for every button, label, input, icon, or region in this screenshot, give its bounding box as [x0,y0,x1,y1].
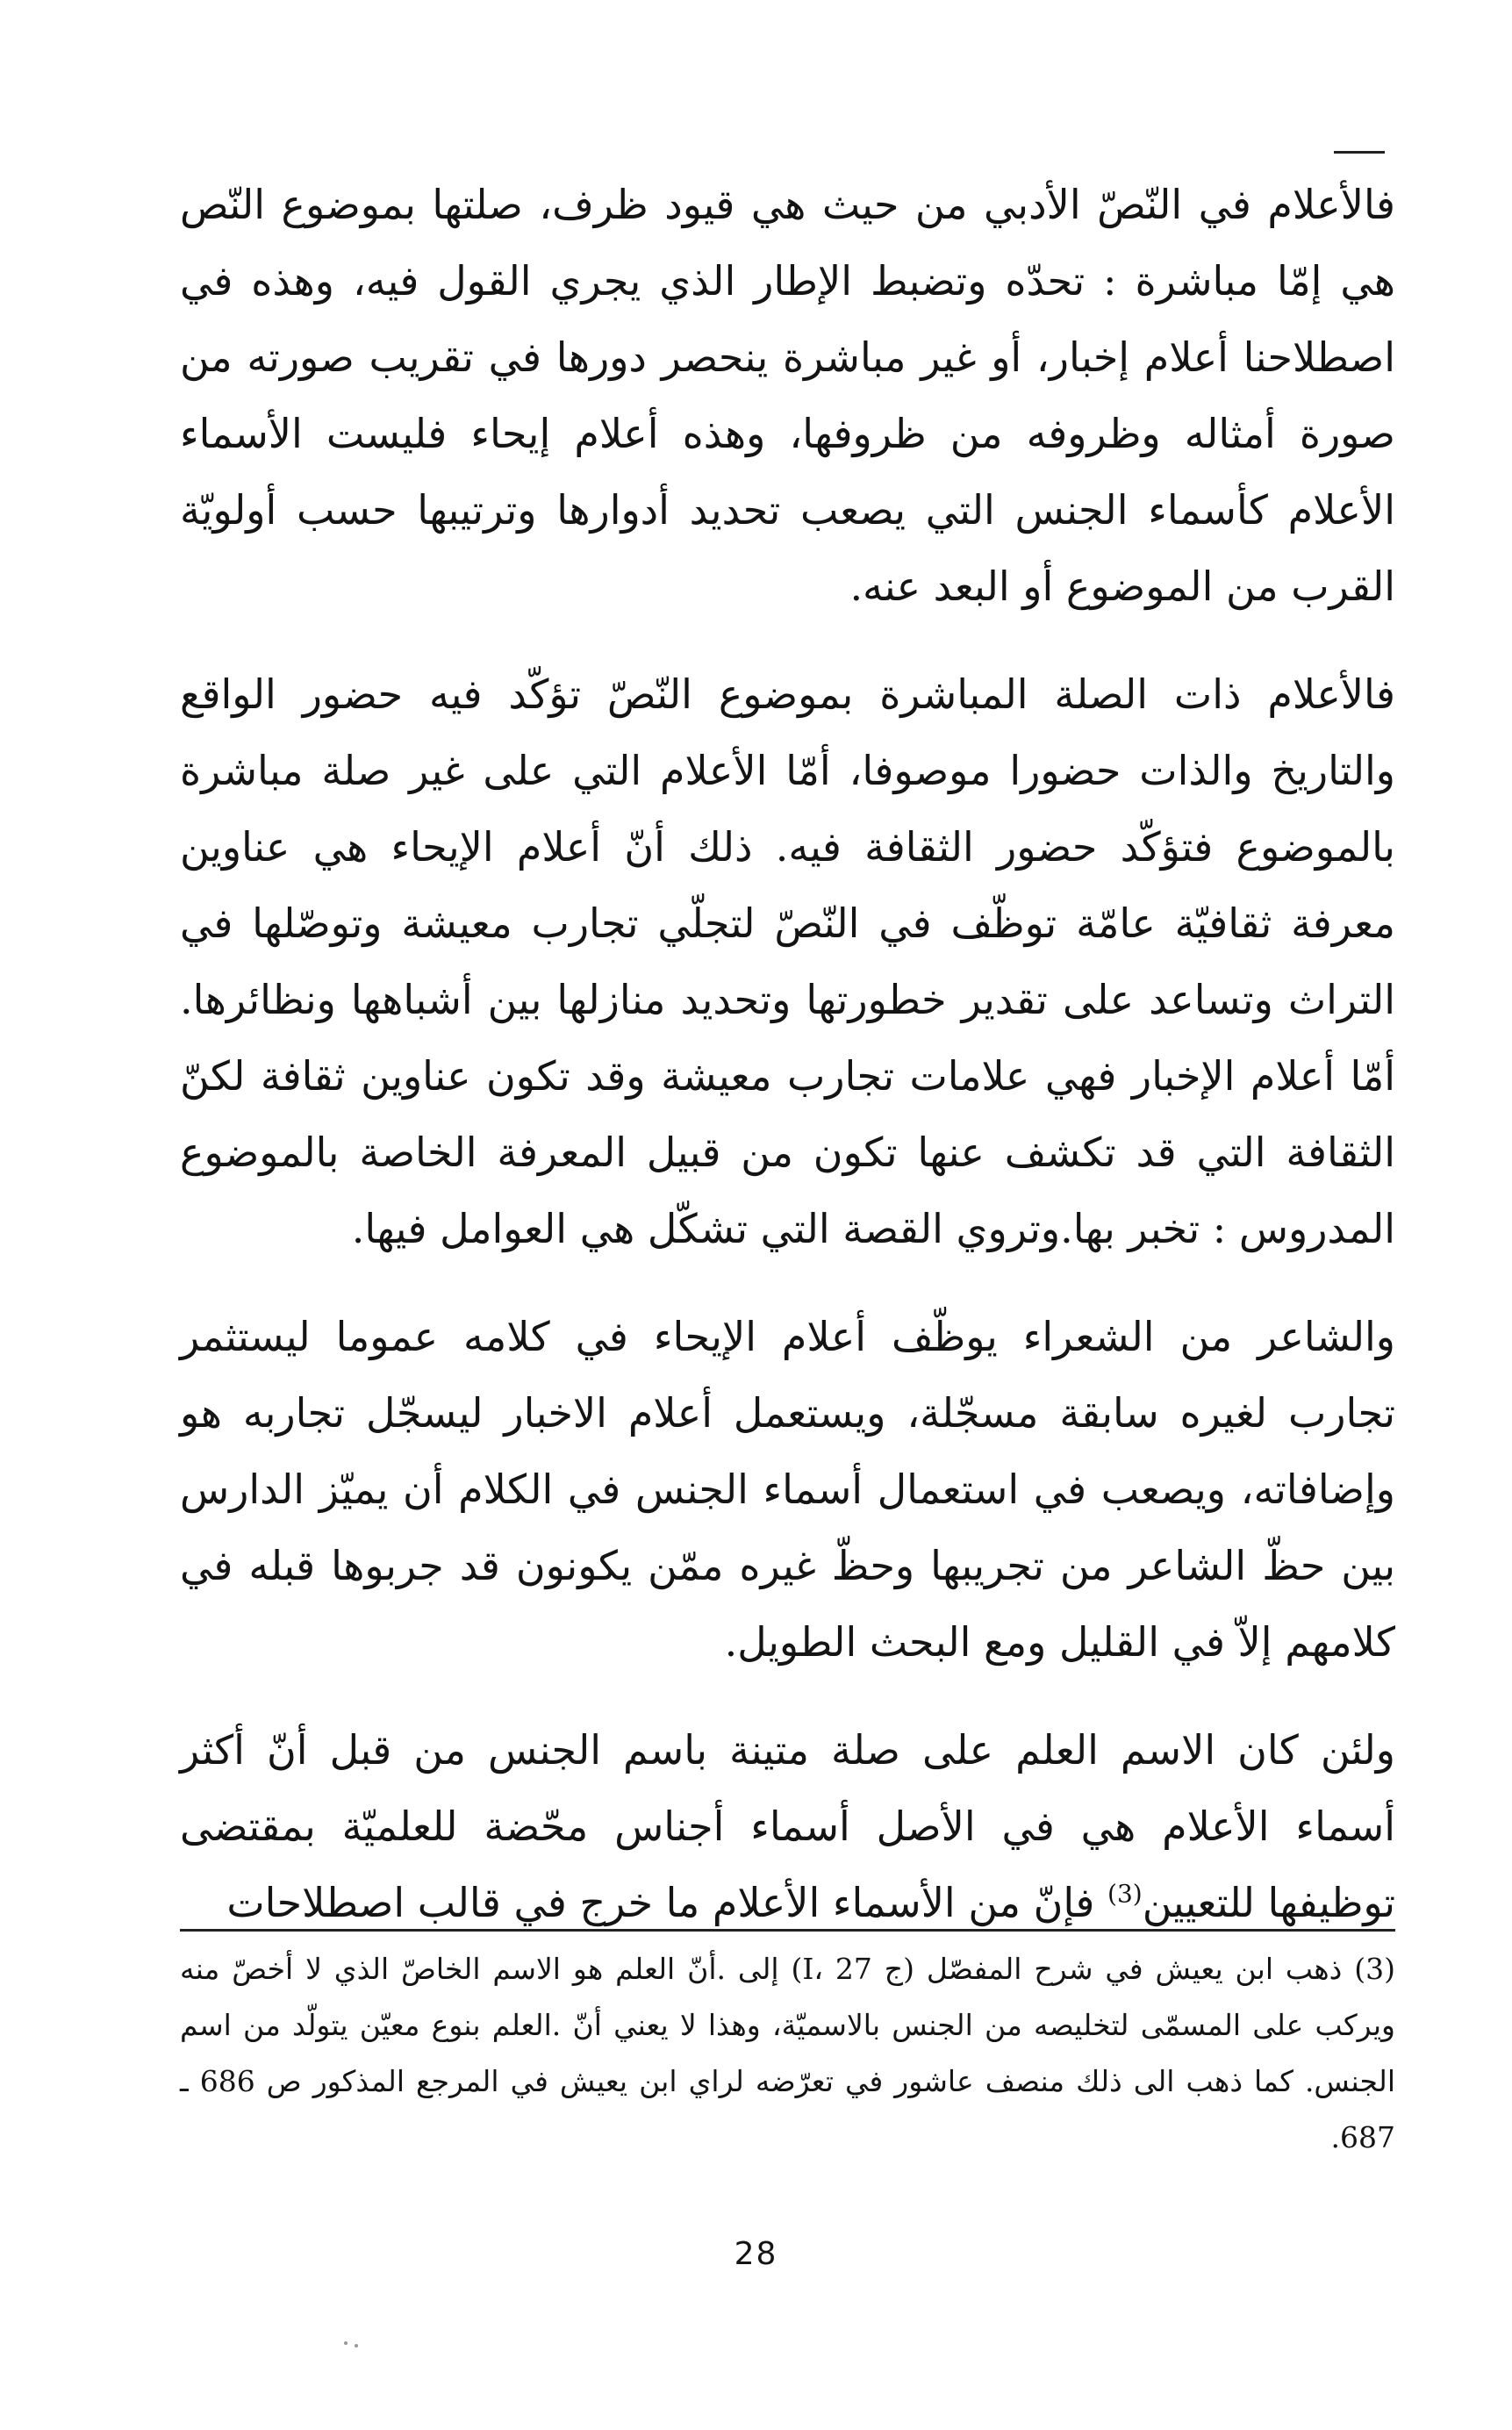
paragraph-3: والشاعر من الشعراء يوظّف أعلام الإيحاء في كلامه عموما ليستثمر تجارب لغيره سابقة مسجّلة، ويستعمل أعلام الاخبار ليسجّل تجاربه هو وإضافاته، ويصعب في استعمال أسماء الجنس في الكلام أن يميّز الدارس بين حظّ الشاعر من تجريبها وحظّ غيره ممّن يكونون قد جربوها قبله في كلامهم إلاّ في القليل ومع البحث الطويل. [180,1313,1395,1666]
paragraph-1: فالأعلام في النّصّ الأدبي من حيث هي قيود ظرف، صلتها بموضوع النّص هي إمّا مباشرة : تحدّه وتضبط الإطار الذي يجري القول فيه، وهذه في اصطلاحنا أعلام إخبار، أو غير مباشرة ينحصر دورها في تقريب صورته من صورة أمثاله وظروفه من ظروفها، وهذه أعلام إيحاء فليست الأسماء الأعلام كأسماء الجنس التي يصعب تحديد أدوارها وترتيبها حسب أولويّة القرب من الموضوع أو البعد عنه. [180,181,1395,610]
paragraph-4-tail: فإنّ من الأسماء الأعلام ما خرج في قالب اصطلاحات [226,1879,1108,1926]
scan-speck [355,2344,358,2348]
body-text [180,167,1395,1941]
page-number: 28 [734,2236,778,2272]
footnote-separator [180,1929,1395,1932]
footnote-3: (3) ذهب ابن يعيش في شرح المفصّل (ج I، 27) إلى .أنّ العلم هو الاسم الخاصّ الذي لا أخصّ منه ويركب على المسمّى لتخليصه من الجنس بالاسميّة، وهذا لا يعني أنّ .العلم بنوع معيّن يتولّد من اسم الجنس. كما ذهب الى ذلك منصف عاشور في تعرّضه لراي ابن يعيش في المرجع المذكور ص 686 ـ 687. [180,1952,1396,2154]
footnote-reference[interactable]: (3) [1107,1879,1143,1909]
paragraph-4-text: ولئن كان الاسم العلم على صلة متينة باسم الجنس من قبل أنّ أكثر أسماء الأعلام هي في الأصل أسماء أجناس محّضة للعلميّة بمقتضى توظيفها للتعيين [180,1726,1395,1926]
paragraph-2: فالأعلام ذات الصلة المباشرة بموضوع النّصّ تؤكّد فيه حضور الواقع والتاريخ والذات حضورا موصوفا، أمّا الأعلام التي على غير صلة مباشرة بالموضوع فتؤكّد حضور الثقافة فيه. ذلك أنّ أعلام الإيحاء هي عناوين معرفة ثقافيّة عامّة توظّف في النّصّ لتجلّي تجارب معيشة وتوصّلها في التراث وتساعد على تقدير خطورتها وتحديد منازلها بين أشباهها ونظائرها. أمّا أعلام الإخبار فهي علامات تجارب معيشة وقد تكون عناوين ثقافة لكنّ الثقافة التي قد تكشف عنها تكون من قبيل المعرفة الخاصة بالموضوع المدروس : تخبر بها.وتروي القصة التي تشكّل هي العوامل فيها. [180,670,1395,1252]
paragraph-4 [180,1712,1395,1941]
scan-speck [344,2341,348,2345]
header-rule [1334,151,1385,154]
